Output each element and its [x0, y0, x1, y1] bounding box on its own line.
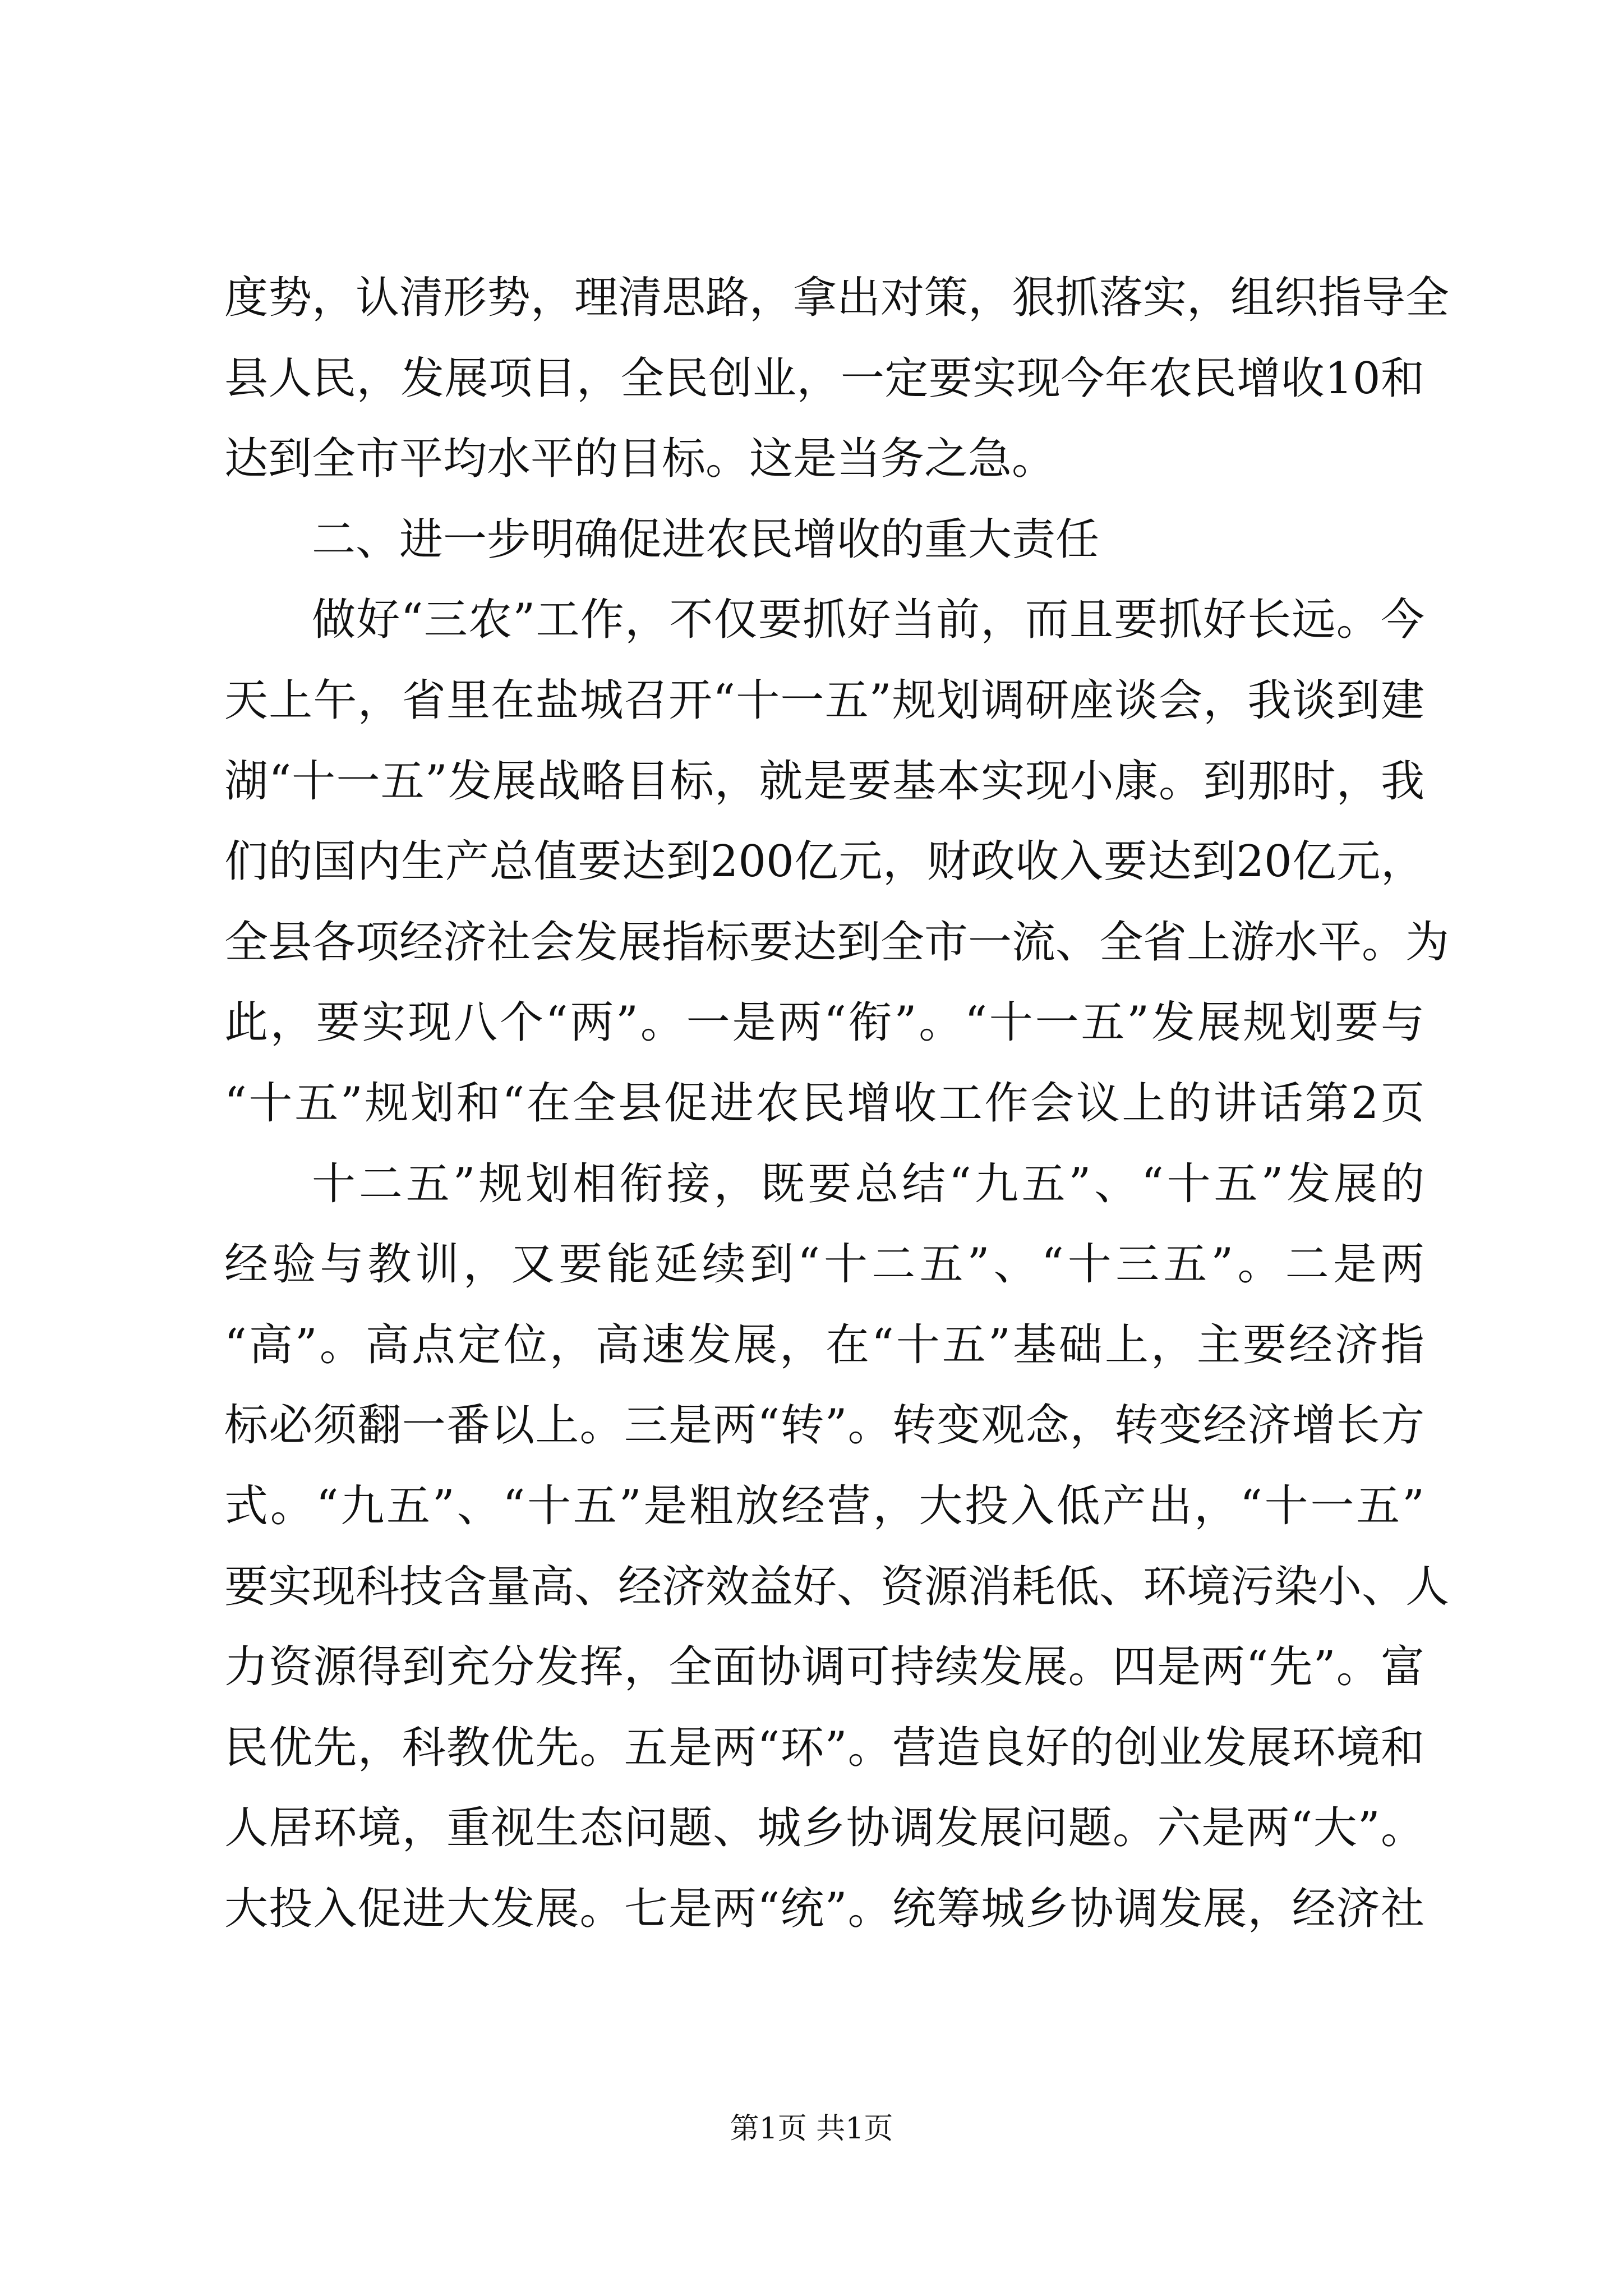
- text-line: 们的国内生产总值要达到200亿元，财政收入要达到20亿元，: [224, 836, 1424, 887]
- page-footer: 第1页 共1页: [730, 2112, 893, 2146]
- text-line: 十二五”规划相衔接，既要总结“九五”、“十五”发展的: [312, 1158, 1424, 1209]
- text-line: 县人民，发展项目，全民创业，一定要实现今年农民增收10和: [224, 353, 1424, 404]
- text-line: 做好“三农”工作，不仅要抓好当前，而且要抓好长远。今: [312, 595, 1424, 646]
- text-line: 湖“十一五”发展战略目标，就是要基本实现小康。到那时，我: [224, 756, 1424, 807]
- text-line: 经验与教训，又要能延续到“十二五”、“十三五”。二是两: [224, 1239, 1424, 1290]
- text-line: 度势，认清形势，理清思路，拿出对策，狠抓落实，组织指导全: [224, 273, 1450, 323]
- text-line: 式。“九五”、“十五”是粗放经营，大投入低产出，“十一五”: [224, 1480, 1424, 1531]
- text-line: 力资源得到充分发挥，全面协调可持续发展。四是两“先”。富: [224, 1642, 1424, 1693]
- document-body: [224, 258, 1450, 1949]
- section-heading: 二、进一步明确促进农民增收的重大责任: [312, 514, 1100, 565]
- text-line: 天上午，省里在盐城召开“十一五”规划调研座谈会，我谈到建: [224, 675, 1424, 726]
- text-line: 标必须翻一番以上。三是两“转”。转变观念，转变经济增长方: [224, 1400, 1424, 1451]
- text-line: 大投入促进大发展。七是两“统”。统筹城乡协调发展，经济社: [224, 1883, 1424, 1934]
- text-line: 达到全市平均水平的目标。这是当务之急。: [224, 434, 1056, 485]
- text-line: 人居环境，重视生态问题、城乡协调发展问题。六是两“大”。: [224, 1803, 1424, 1854]
- text-line: 民优先，科教优先。五是两“环”。营造良好的创业发展环境和: [224, 1722, 1424, 1773]
- text-line: “高”。高点定位，高速发展，在“十五”基础上，主要经济指: [224, 1319, 1424, 1370]
- text-line: 此，要实现八个“两”。一是两“衔”。“十一五”发展规划要与: [224, 997, 1424, 1048]
- text-line: 全县各项经济社会发展指标要达到全市一流、全省上游水平。为: [224, 917, 1450, 968]
- text-line: 要实现科技含量高、经济效益好、资源消耗低、环境污染小、人: [224, 1561, 1450, 1612]
- text-line: “十五”规划和“在全县促进农民增收工作会议上的讲话第2页: [224, 1078, 1424, 1129]
